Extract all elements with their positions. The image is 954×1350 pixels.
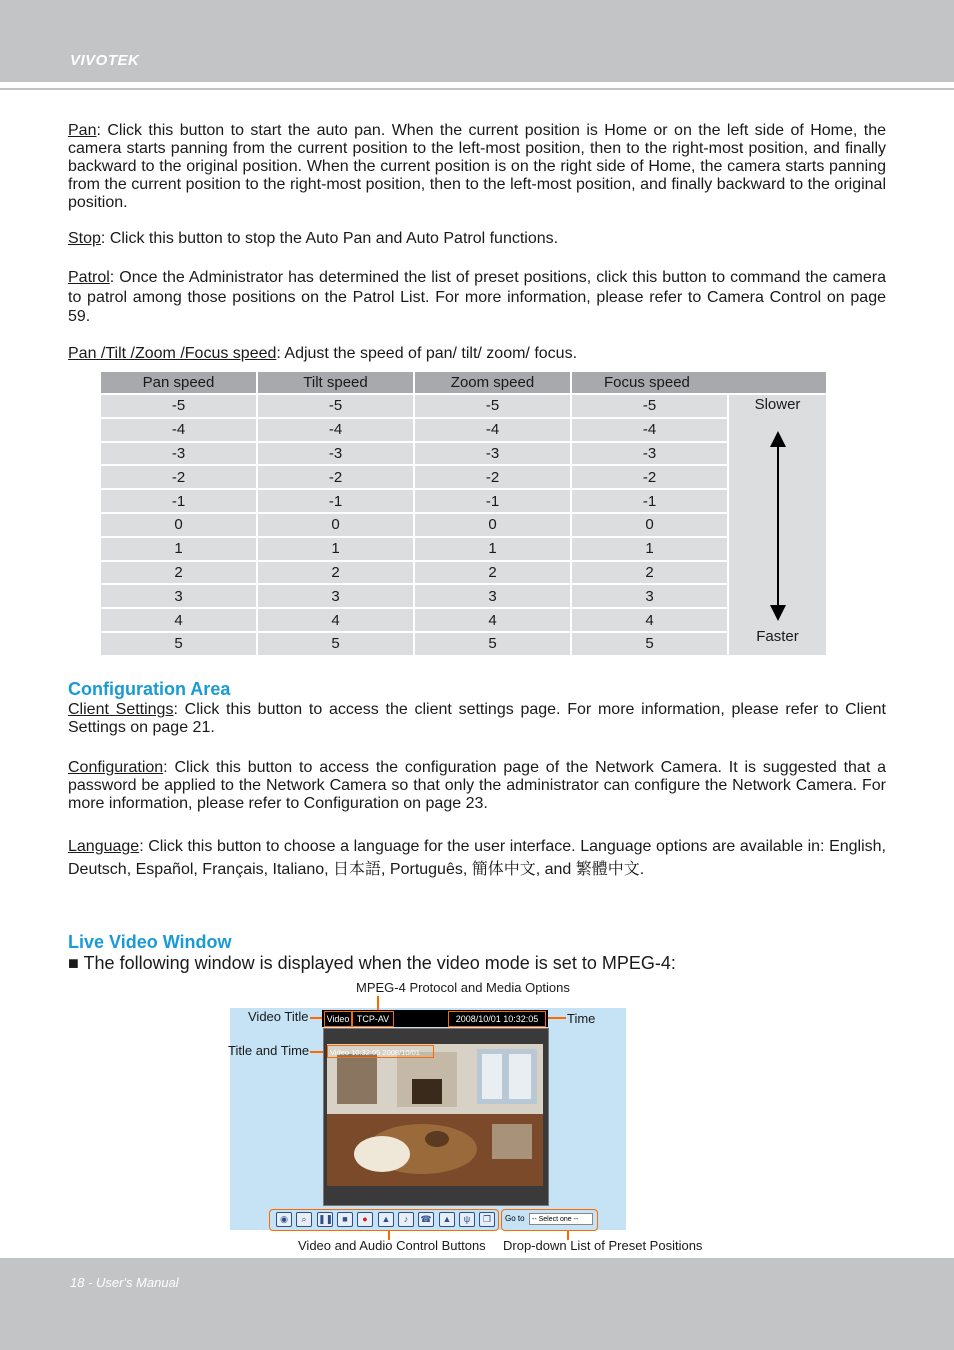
stop-button[interactable]: ■	[337, 1212, 353, 1227]
speed-cell: -1	[101, 490, 256, 512]
speed-text: : Adjust the speed of pan/ tilt/ zoom/ focus.	[276, 345, 578, 362]
caption-time: Time	[567, 1011, 596, 1026]
speed-cell: -1	[258, 490, 413, 512]
configuration-term: Configuration	[68, 759, 164, 776]
patrol-term: Patrol	[68, 269, 110, 286]
language-text: : Click this button to choose a language for the user interface. Language options are available in: English, Deutsch, Español, Français, Italiano, 日本語, Português, 簡体中文, and 繁體中文.	[68, 838, 886, 878]
live-video-image	[327, 1044, 543, 1186]
speed-table-row	[101, 466, 826, 488]
configuration-text: : Click this button to access the configuration page of the Network Camera. It is suggested that a password be applied to the Network Camera so that only the administrator can configure the Network Camera. For more information, please refer to Configuration on page 23.	[68, 759, 886, 812]
speed-cell: 0	[101, 514, 256, 536]
speed-cell: -2	[101, 466, 256, 488]
mic-mute-button[interactable]: ψ	[459, 1212, 475, 1227]
speed-direction-cell	[729, 395, 826, 655]
pan-paragraph	[68, 122, 886, 212]
time-label: 2008/10/01 10:32:05	[448, 1011, 546, 1027]
caption-title-and-time: Title and Time	[228, 1043, 310, 1058]
speed-direction-arrow-icon	[767, 431, 789, 621]
speed-cell: 3	[572, 585, 727, 607]
speed-cell: 5	[101, 633, 256, 655]
speed-cell: 5	[572, 633, 727, 655]
speed-table-row	[101, 633, 826, 655]
leader-time	[545, 1017, 566, 1019]
talk-button[interactable]: ☎	[418, 1212, 434, 1227]
header-focus-speed: Focus speed	[572, 372, 826, 393]
live-video-bullet: ■ The following window is displayed when the video mode is set to MPEG-4:	[68, 953, 676, 973]
speed-cell: 2	[572, 562, 727, 584]
speed-cell: 3	[415, 585, 570, 607]
protocol-options-button[interactable]: TCP-AV	[352, 1011, 394, 1027]
header-rule	[0, 88, 954, 90]
speed-cell: 5	[258, 633, 413, 655]
patrol-text: : Once the Administrator has determined the list of preset positions, click this button to command the camera to patrol among those positions on the Patrol List. For more information, please refer to Camera Control on page 59.	[68, 269, 886, 325]
speed-table-row	[101, 395, 826, 417]
speed-cell: -4	[572, 419, 727, 441]
speed-cell: -2	[415, 466, 570, 488]
speed-cell: 1	[101, 538, 256, 560]
speed-cell: 2	[101, 562, 256, 584]
speed-cell: -4	[258, 419, 413, 441]
speed-table-row	[101, 538, 826, 560]
snapshot-button[interactable]: ◉	[276, 1212, 292, 1227]
speed-table-row	[101, 419, 826, 441]
preset-select[interactable]: -- Select one --	[529, 1213, 593, 1225]
header-pan-speed: Pan speed	[101, 372, 256, 393]
speed-table-row	[101, 443, 826, 465]
pause-button[interactable]: ❚❚	[317, 1212, 333, 1227]
record-button[interactable]: ●	[357, 1212, 373, 1227]
volume-button[interactable]: ▲	[378, 1212, 394, 1227]
speed-cell: -2	[258, 466, 413, 488]
configuration-area-heading: Configuration Area	[68, 679, 231, 699]
brand-logo: VIVOTEK	[70, 52, 140, 69]
speed-cell: 4	[101, 609, 256, 631]
fullscreen-button[interactable]: ❐	[479, 1212, 495, 1227]
speed-cell: -3	[258, 443, 413, 465]
configuration-paragraph	[68, 759, 886, 813]
footer-bar	[0, 1258, 954, 1350]
speed-cell: 3	[258, 585, 413, 607]
client-settings-text: : Click this button to access the client settings page. For more information, please refer to Client Settings on page 21.	[68, 701, 887, 736]
speed-cell: 4	[572, 609, 727, 631]
header-zoom-speed: Zoom speed	[415, 372, 570, 393]
video-title-label: Video	[324, 1011, 352, 1027]
speed-cell: 4	[415, 609, 570, 631]
footer-page-label: 18 - User's Manual	[70, 1275, 179, 1290]
speed-cell: -5	[258, 395, 413, 417]
speed-cell: 2	[258, 562, 413, 584]
caption-control-buttons: Video and Audio Control Buttons	[298, 1238, 486, 1253]
leader-mpeg4	[377, 996, 379, 1010]
speed-cell: -3	[101, 443, 256, 465]
speed-table-row	[101, 609, 826, 631]
speed-cell: -5	[101, 395, 256, 417]
client-settings-term: Client Settings	[68, 701, 174, 718]
speed-table-row	[101, 562, 826, 584]
speed-cell: -5	[572, 395, 727, 417]
speed-cell: -1	[415, 490, 570, 512]
speed-cell: -4	[101, 419, 256, 441]
goto-label: Go to	[505, 1214, 525, 1223]
speed-table-row	[101, 585, 826, 607]
pan-text: : Click this button to start the auto pan. When the current position is Home or on the left side of Home, the camera starts panning from the current position to the left-most position, then to the right-most position, and finally backward to the original position. When the current position is on the right side of Home, the camera starts panning from the current position to the right-most position, then to the left-most position, and finally backward to the original position.	[68, 122, 886, 211]
caption-preset-list: Drop-down List of Preset Positions	[503, 1238, 703, 1253]
header-bar	[0, 0, 954, 82]
header-tilt-speed: Tilt speed	[258, 372, 413, 393]
title-and-time-overlay: Video 10:32:05 2008/10/01	[327, 1045, 434, 1058]
stop-paragraph	[68, 230, 886, 248]
speed-table-row	[101, 514, 826, 536]
caption-video-title: Video Title	[248, 1009, 309, 1024]
speed-cell: 5	[415, 633, 570, 655]
caption-mpeg4-options: MPEG-4 Protocol and Media Options	[356, 980, 570, 995]
stop-text: : Click this button to stop the Auto Pan and Auto Patrol functions.	[100, 230, 559, 247]
speed-cell: 1	[415, 538, 570, 560]
speed-cell: 0	[415, 514, 570, 536]
stop-term: Stop	[68, 230, 101, 247]
speed-cell: 1	[258, 538, 413, 560]
faster-label: Faster	[756, 627, 799, 645]
pan-term: Pan	[68, 122, 97, 139]
speed-paragraph	[68, 345, 886, 363]
mic-volume-button[interactable]: ▲	[439, 1212, 455, 1227]
client-settings-paragraph	[68, 701, 886, 737]
speed-cell: 4	[258, 609, 413, 631]
speed-cell: 1	[572, 538, 727, 560]
patrol-paragraph	[68, 268, 886, 327]
speed-table-header-row	[101, 372, 826, 393]
live-video-heading: Live Video Window	[68, 932, 232, 952]
speed-cell: -3	[572, 443, 727, 465]
digital-zoom-button[interactable]: ⌕	[296, 1212, 312, 1227]
language-term: Language	[68, 838, 140, 855]
speed-cell: -4	[415, 419, 570, 441]
speed-cell: 2	[415, 562, 570, 584]
speed-table	[99, 370, 828, 657]
speed-table-row	[101, 490, 826, 512]
speed-cell: -3	[415, 443, 570, 465]
speed-cell: 0	[258, 514, 413, 536]
speed-cell: -1	[572, 490, 727, 512]
speed-cell: 0	[572, 514, 727, 536]
speed-term: Pan /Tilt /Zoom /Focus speed	[68, 345, 277, 362]
language-paragraph	[68, 835, 886, 881]
mute-button[interactable]: ♪	[398, 1212, 414, 1227]
slower-label: Slower	[754, 396, 801, 413]
speed-cell: -2	[572, 466, 727, 488]
speed-cell: -5	[415, 395, 570, 417]
speed-cell: 3	[101, 585, 256, 607]
